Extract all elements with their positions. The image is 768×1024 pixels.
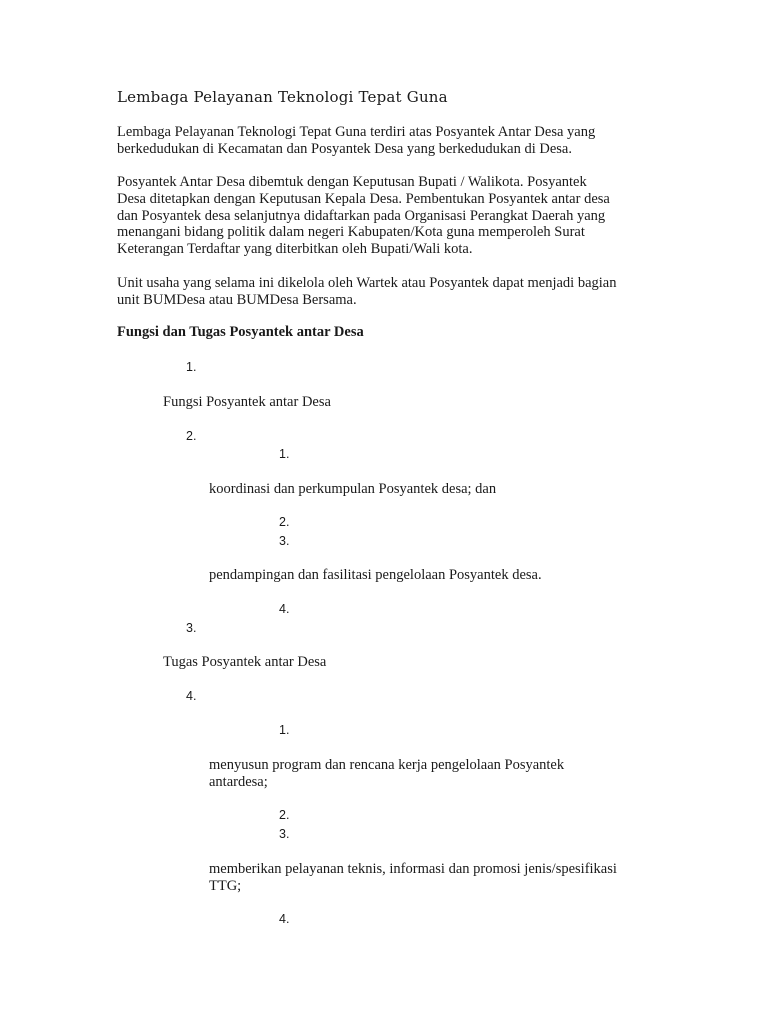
list-item-text xyxy=(209,757,564,791)
paragraph-line: Keterangan Terdaftar yang diterbitkan oleh Bupati/Wali kota. xyxy=(117,241,473,258)
list-number: 4. xyxy=(186,689,197,703)
paragraph-1 xyxy=(117,124,657,158)
paragraph-2 xyxy=(117,174,657,258)
list-item-line: antardesa; xyxy=(209,773,268,790)
list-item-text: koordinasi dan perkumpulan Posyantek desa; dan xyxy=(209,481,497,497)
list-item-line: TTG; xyxy=(209,877,242,894)
document-title: Lembaga Pelayanan Teknologi Tepat Guna xyxy=(117,88,448,106)
list-item-text: pendampingan dan fasilitasi pengelolaan Posyantek desa. xyxy=(209,567,542,583)
list-label-tugas: Tugas Posyantek antar Desa xyxy=(163,654,327,670)
paragraph-line: dan Posyantek desa selanjutnya didaftarkan pada Organisasi Perangkat Daerah yang xyxy=(117,207,606,224)
paragraph-3 xyxy=(117,275,657,309)
paragraph-line: Unit usaha yang selama ini dikelola oleh Wartek atau Posyantek dapat menjadi bagian xyxy=(117,275,617,291)
list-number: 2. xyxy=(186,429,197,443)
sublist-number: 3. xyxy=(279,827,290,841)
list-number: 1. xyxy=(186,360,197,374)
sublist-number: 4. xyxy=(279,912,290,926)
list-item-text xyxy=(209,861,617,895)
list-label-fungsi: Fungsi Posyantek antar Desa xyxy=(163,394,331,410)
sublist-number: 3. xyxy=(279,534,290,548)
paragraph-line: berkedudukan di Kecamatan dan Posyantek Desa yang berkedudukan di Desa. xyxy=(117,140,572,157)
list-item-line: memberikan pelayanan teknis, informasi dan promosi jenis/spesifikasi xyxy=(209,861,617,877)
paragraph-line: unit BUMDesa atau BUMDesa Bersama. xyxy=(117,291,357,308)
sublist-number: 4. xyxy=(279,602,290,616)
paragraph-line: Desa ditetapkan dengan Keputusan Kepala Desa. Pembentukan Posyantek antar desa xyxy=(117,190,610,207)
sublist-number: 2. xyxy=(279,808,290,822)
list-item-line: menyusun program dan rencana kerja pengelolaan Posyantek xyxy=(209,757,565,773)
sublist-number: 1. xyxy=(279,723,290,737)
sublist-number: 1. xyxy=(279,447,290,461)
paragraph-line: Lembaga Pelayanan Teknologi Tepat Guna terdiri atas Posyantek Antar Desa yang xyxy=(117,124,596,140)
sublist-number: 2. xyxy=(279,515,290,529)
section-heading: Fungsi dan Tugas Posyantek antar Desa xyxy=(117,324,364,340)
paragraph-line: Posyantek Antar Desa dibemtuk dengan Keputusan Bupati / Walikota. Posyantek xyxy=(117,174,587,190)
list-number: 3. xyxy=(186,621,197,635)
paragraph-line: menangani bidang politik dalam negeri Kabupaten/Kota guna memperoleh Surat xyxy=(117,224,585,241)
